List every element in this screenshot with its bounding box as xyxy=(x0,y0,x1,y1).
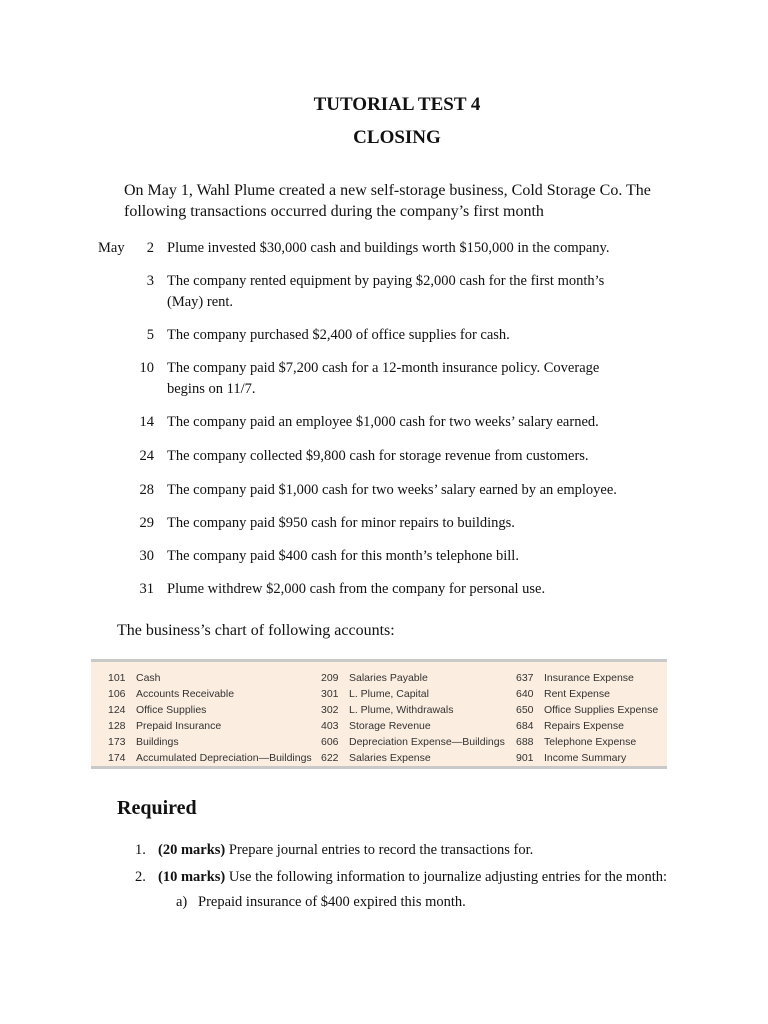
transaction-description: The company paid $7,200 cash for a 12-month insurance policy. Coverage begins on 11/7. xyxy=(167,360,600,397)
requirement-marks: (10 marks) xyxy=(158,869,226,885)
requirement-number: 2. xyxy=(135,869,146,885)
document-subtitle: CLOSING xyxy=(353,127,441,148)
accounts-column xyxy=(321,670,505,766)
sub-requirement-label: a) xyxy=(176,894,188,910)
account-name: Depreciation Expense—Buildings xyxy=(349,736,505,748)
account-row xyxy=(321,702,505,718)
account-row xyxy=(321,750,505,766)
account-row xyxy=(321,670,505,686)
account-number: 124 xyxy=(108,704,126,716)
account-name: Office Supplies xyxy=(136,704,207,716)
transaction-day: 14 xyxy=(139,414,154,430)
account-row xyxy=(321,686,505,702)
account-name: Income Summary xyxy=(544,752,627,764)
account-row xyxy=(108,670,312,686)
account-name: Insurance Expense xyxy=(544,672,634,684)
account-number: 688 xyxy=(516,736,534,748)
account-name: Salaries Expense xyxy=(349,752,431,764)
transaction-description: The company paid $1,000 cash for two weeks’ salary earned by an employee. xyxy=(167,482,617,498)
account-name: Rent Expense xyxy=(544,688,610,700)
account-name: L. Plume, Capital xyxy=(349,688,429,700)
account-name: Accounts Receivable xyxy=(136,688,235,700)
requirement-text xyxy=(158,867,718,887)
account-row xyxy=(321,718,505,734)
account-name: Storage Revenue xyxy=(349,720,431,732)
intro-paragraph: On May 1, Wahl Plume created a new self-storage business, Cold Storage Co. The following transactions occurred during the company’s first month xyxy=(124,182,651,220)
chart-of-accounts-table xyxy=(91,659,667,769)
account-row xyxy=(108,718,312,734)
account-number: 301 xyxy=(321,688,339,700)
transaction-day: 24 xyxy=(139,448,154,464)
account-name: Salaries Payable xyxy=(349,672,428,684)
transaction-day: 30 xyxy=(139,548,154,564)
account-row xyxy=(108,702,312,718)
transaction-month: May xyxy=(98,240,125,256)
requirement-marks: (20 marks) xyxy=(158,842,226,858)
transaction-description: The company paid $950 cash for minor repairs to buildings. xyxy=(167,515,515,531)
account-number: 606 xyxy=(321,736,339,748)
account-row xyxy=(516,734,658,750)
account-number: 403 xyxy=(321,720,339,732)
account-number: 174 xyxy=(108,752,126,764)
transaction-day: 3 xyxy=(146,273,154,289)
account-name: Repairs Expense xyxy=(544,720,624,732)
transaction-description: Plume withdrew $2,000 cash from the company for personal use. xyxy=(167,581,546,597)
accounts-column xyxy=(108,670,312,766)
account-number: 684 xyxy=(516,720,534,732)
transaction-day: 10 xyxy=(139,360,154,376)
account-row xyxy=(516,750,658,766)
account-number: 650 xyxy=(516,704,534,716)
account-row xyxy=(516,686,658,702)
account-name: Accumulated Depreciation—Buildings xyxy=(136,752,312,764)
account-name: L. Plume, Withdrawals xyxy=(349,704,454,716)
account-number: 106 xyxy=(108,688,126,700)
account-number: 128 xyxy=(108,720,126,732)
transaction-description: Plume invested $30,000 cash and buildings worth $150,000 in the company. xyxy=(167,240,610,256)
chart-of-accounts-heading: The business’s chart of following accounts: xyxy=(117,622,395,639)
accounts-column xyxy=(516,670,658,766)
transaction-description: The company paid an employee $1,000 cash for two weeks’ salary earned. xyxy=(167,414,599,430)
account-row xyxy=(108,686,312,702)
transaction-description: The company paid $400 cash for this month’s telephone bill. xyxy=(167,548,519,564)
transaction-day: 28 xyxy=(139,482,154,498)
account-name: Telephone Expense xyxy=(544,736,637,748)
transaction-day: 2 xyxy=(146,240,154,256)
transaction-description: The company rented equipment by paying $2,000 cash for the first month’s (May) rent. xyxy=(167,273,605,310)
requirement-text xyxy=(158,840,718,860)
account-row xyxy=(516,718,658,734)
requirement-number: 1. xyxy=(135,842,146,858)
account-row xyxy=(108,734,312,750)
account-number: 622 xyxy=(321,752,339,764)
account-number: 302 xyxy=(321,704,339,716)
transaction-description: The company collected $9,800 cash for storage revenue from customers. xyxy=(167,448,589,464)
account-number: 640 xyxy=(516,688,534,700)
sub-requirement-text: Prepaid insurance of $400 expired this month. xyxy=(198,894,466,910)
document-title: TUTORIAL TEST 4 xyxy=(313,94,481,115)
required-heading: Required xyxy=(117,797,197,819)
account-number: 101 xyxy=(108,672,126,684)
account-name: Prepaid Insurance xyxy=(136,720,222,732)
account-number: 901 xyxy=(516,752,534,764)
transaction-day: 31 xyxy=(139,581,154,597)
account-number: 173 xyxy=(108,736,126,748)
account-number: 637 xyxy=(516,672,534,684)
requirement-instruction: Use the following information to journalize adjusting entries for the month: xyxy=(225,869,668,885)
account-name: Cash xyxy=(136,672,161,684)
account-name: Buildings xyxy=(136,736,179,748)
requirement-instruction: Prepare journal entries to record the transactions for. xyxy=(225,842,534,858)
transaction-day: 29 xyxy=(139,515,154,531)
account-row xyxy=(108,750,312,766)
transaction-day: 5 xyxy=(146,327,154,343)
account-row xyxy=(516,702,658,718)
account-number: 209 xyxy=(321,672,339,684)
account-row xyxy=(321,734,505,750)
account-name: Office Supplies Expense xyxy=(544,704,659,716)
account-row xyxy=(516,670,658,686)
transaction-description: The company purchased $2,400 of office supplies for cash. xyxy=(167,327,510,343)
